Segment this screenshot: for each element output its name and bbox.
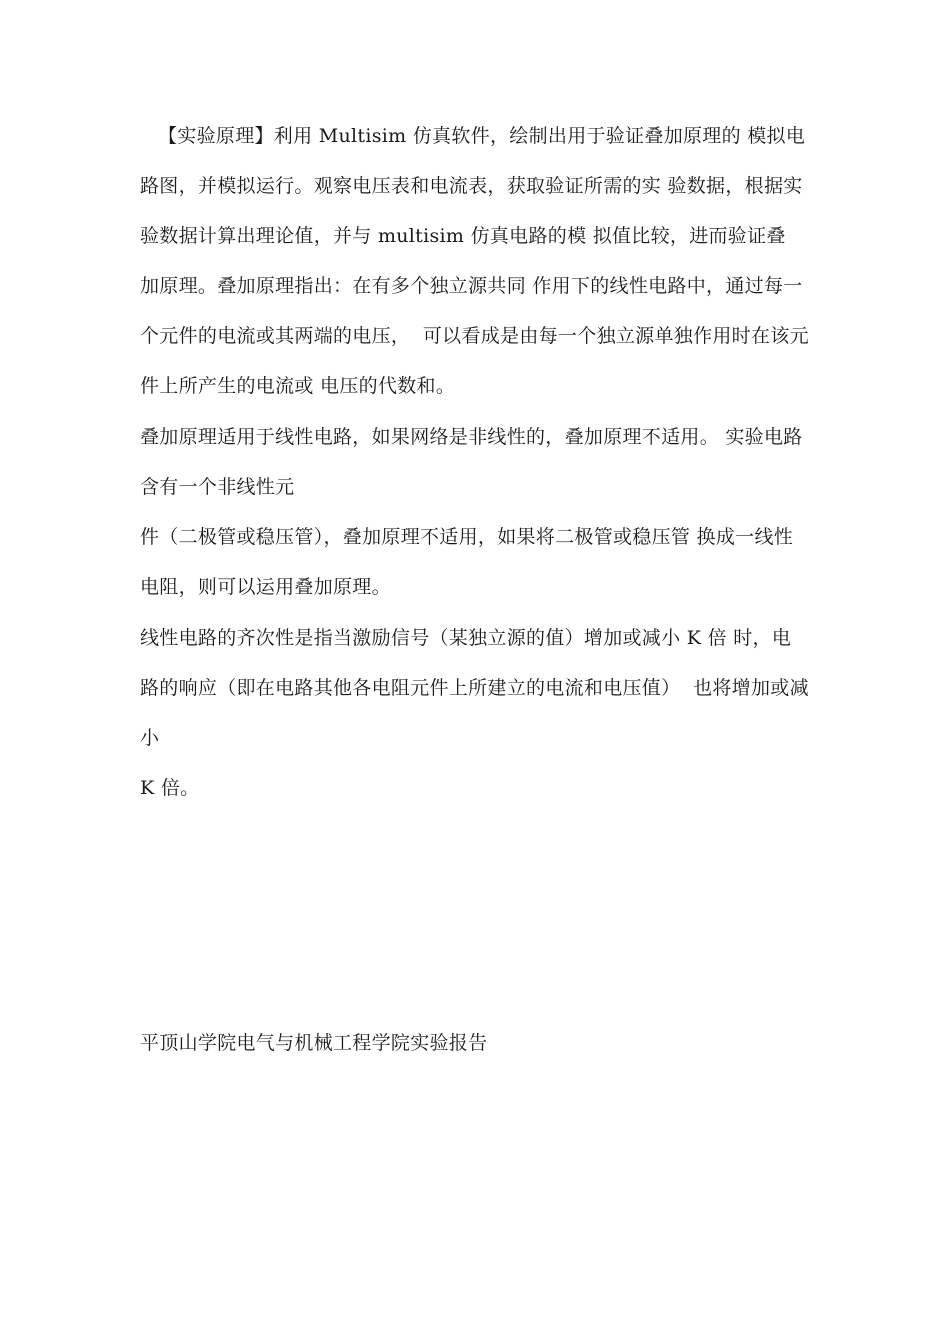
principle-line-3: 验数据计算出理论值，并与 multisim 仿真电路的模 拟值比较，进而验证叠 bbox=[140, 225, 786, 247]
nonlinear-line-1: 件（二极管或稳压管），叠加原理不适用，如果将二极管或稳压管 换成一线性 bbox=[140, 526, 794, 548]
nonlinear-line-2: 电阻，则可以运用叠加原理。 bbox=[140, 576, 391, 598]
homogeneity-line-4: K 倍。 bbox=[140, 777, 200, 799]
homogeneity-line-2: 路的响应（即在电路其他各电阻元件上所建立的电流和电压值） 也将增加或减 bbox=[140, 677, 809, 699]
homogeneity-line-1: 线性电路的齐次性是指当激励信号（某独立源的值）增加或减小 K 倍 时，电 bbox=[140, 627, 792, 649]
footer-institution: 平顶山学院电气与机械工程学院实验报告 bbox=[140, 1032, 488, 1054]
principle-line-4: 加原理。叠加原理指出：在有多个独立源共同 作用下的线性电路中，通过每一 bbox=[140, 275, 803, 297]
principle-line-5: 个元件的电流或其两端的电压， 可以看成是由每一个独立源单独作用时在该元 bbox=[140, 325, 809, 347]
homogeneity-line-3: 小 bbox=[140, 727, 160, 749]
linearity-line-1: 叠加原理适用于线性电路，如果网络是非线性的，叠加原理不适用。 实验电路 bbox=[140, 426, 803, 448]
principle-line-6: 件上所产生的电流或 电压的代数和。 bbox=[140, 375, 456, 397]
principle-line-1: 【实验原理】利用 Multisim 仿真软件，绘制出用于验证叠加原理的 模拟电 bbox=[158, 125, 806, 147]
principle-line-2: 路图，并模拟运行。观察电压表和电流表，获取验证所需的实 验数据，根据实 bbox=[140, 175, 803, 197]
linearity-line-2: 含有一个非线性元 bbox=[140, 476, 295, 498]
